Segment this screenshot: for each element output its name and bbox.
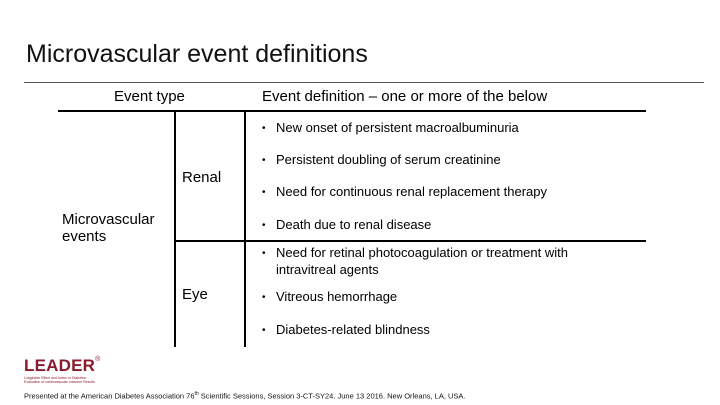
bullet-icon: • [262, 292, 266, 303]
bullet-icon: • [262, 325, 266, 336]
footer-citation: Presented at the American Diabetes Association 76th Scientific Sessions, Session 3-CT-SY24. June 13 2016. New Orleans, LA, USA. [24, 391, 466, 401]
list-item: • Persistent doubling of serum creatinine [262, 152, 501, 167]
leader-logo [24, 356, 102, 384]
slide-title: Microvascular event definitions [26, 40, 368, 68]
column-header-event-type: Event type [114, 88, 185, 105]
logo-tagline: Liraglutide Effect and Action in Diabetes: Evaluation of cardiovascular outcome Results [24, 376, 95, 384]
header-underline [58, 110, 646, 112]
list-item: • Vitreous hemorrhage [262, 289, 398, 304]
inner-bracket-vertical [244, 111, 246, 347]
list-item: • New onset of persistent macroalbuminuria [262, 120, 519, 135]
bullet-icon: • [262, 155, 266, 166]
list-item: • Need for continuous renal replacement therapy [262, 184, 547, 199]
list-item: • Diabetes-related blindness [262, 322, 430, 337]
outer-bracket-vertical [174, 111, 176, 347]
list-item: • Death due to renal disease [262, 217, 432, 232]
column-header-event-definition: Event definition – one or more of the below [262, 88, 548, 105]
renal-eye-divider [174, 240, 646, 242]
title-divider [24, 82, 704, 83]
bullet-icon: • [262, 187, 266, 198]
category-label-renal: Renal [182, 169, 222, 186]
bullet-icon: • [262, 248, 266, 259]
logo-word: LEADER [24, 356, 96, 375]
list-item: • Need for retinal photocoagulation or treatment with intravitreal agents [262, 245, 568, 277]
category-label-eye: Eye [182, 286, 208, 303]
group-label-microvascular: Microvascular events [62, 211, 155, 245]
bullet-icon: • [262, 220, 266, 231]
bullet-icon: • [262, 123, 266, 134]
logo-registered-mark: ® [95, 356, 101, 363]
